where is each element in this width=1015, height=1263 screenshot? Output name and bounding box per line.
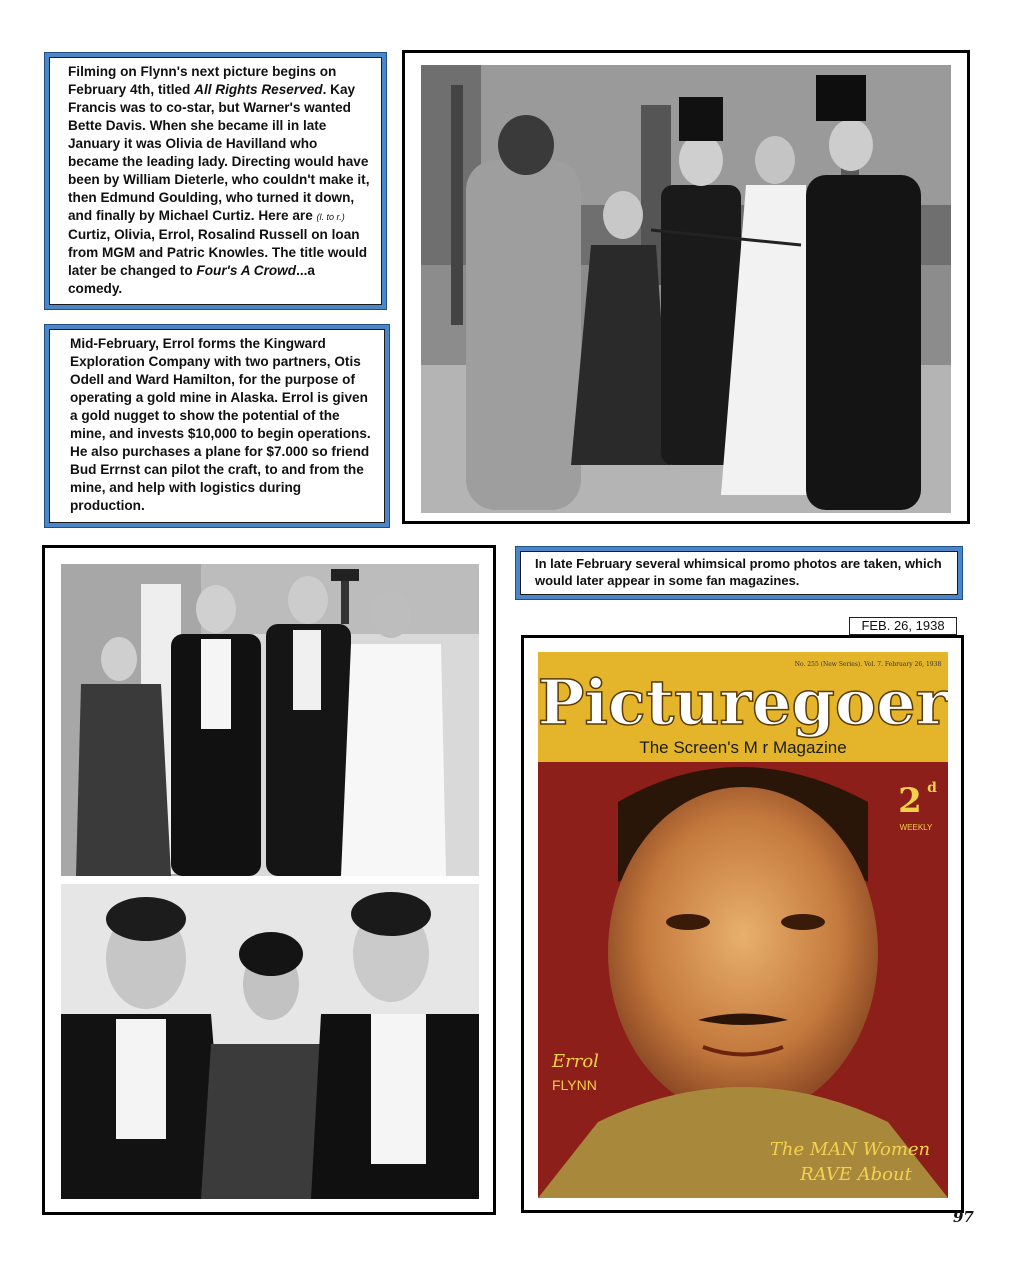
magazine-title: Picturegoer bbox=[538, 666, 948, 739]
photo-promo-hammer bbox=[61, 564, 479, 876]
caption-kingward: Mid-February, Errol forms the Kingward Exploration Company with two partners, Otis Odell and Ward Hamilton, for the purpose of operating a gold mine in Alaska. Errol is given a gold nugget to show the potential of the mine, and invests $10,000 to begin operations. He also purchases a plane for $7.000 so friend Bud Errnst can pilot the craft, to and from the mine, and help with logistics during production. bbox=[49, 329, 385, 523]
magazine-cover bbox=[538, 652, 948, 1198]
caption-filming-title-1: All Rights Reserved bbox=[194, 82, 323, 97]
page-number: 97 bbox=[953, 1208, 974, 1226]
caption-filming-text-1: Filming on Flynn's next picture begins on February 4th, titled bbox=[68, 64, 337, 97]
magazine-top-line: No. 255 (New Series). Vol. 7. February 26, 1938 bbox=[794, 661, 942, 668]
caption-promo-frame bbox=[515, 546, 963, 600]
magazine-subtitle: The Screen's M r Magazine bbox=[639, 738, 847, 757]
caption-filming-text-4: ...a comedy. bbox=[68, 263, 315, 296]
photo-filming-set bbox=[421, 65, 951, 513]
caption-filming-ltr: (l. to r.) bbox=[316, 212, 345, 222]
magazine-tagline-1: The MAN Women bbox=[769, 1139, 931, 1160]
magazine-tagline-2: RAVE About bbox=[800, 1164, 912, 1185]
magazine-signature-2: FLYNN bbox=[552, 1077, 597, 1093]
caption-filming-title-2: Four's A Crowd bbox=[196, 263, 297, 278]
caption-filming-text-3: Curtiz, Olivia, Errol, Rosalind Russell on loan from MGM and Patric Knowles. The title would later be changed to bbox=[68, 227, 368, 278]
photo-promo-kiss bbox=[61, 884, 479, 1199]
magazine-weekly: WEEKLY bbox=[899, 823, 933, 832]
caption-kingward-frame bbox=[44, 324, 390, 528]
magazine-price: 2 bbox=[898, 781, 922, 821]
caption-filming bbox=[49, 57, 382, 305]
magazine-signature-1: Errol bbox=[552, 1051, 599, 1072]
caption-filming-text-2: . Kay Francis was to co-star, but Warner's wanted Bette Davis. When she became ill in late January it was Olivia de Havilland who became the leading lady. Directing would have been by William Dieterle, who couldn't make it, then Edmund Goulding, who turned it down, and finally by Michael Curtiz. Here are bbox=[68, 82, 370, 223]
magazine-price-unit: d bbox=[927, 780, 937, 796]
caption-filming-frame bbox=[44, 52, 387, 310]
magazine-frame bbox=[521, 635, 964, 1213]
photo-frame-set bbox=[402, 50, 970, 524]
date-label: FEB. 26, 1938 bbox=[849, 617, 957, 635]
caption-promo: In late February several whimsical promo photos are taken, which would later appear in some fan magazines. bbox=[520, 551, 958, 595]
photo-frame-promos bbox=[42, 545, 496, 1215]
